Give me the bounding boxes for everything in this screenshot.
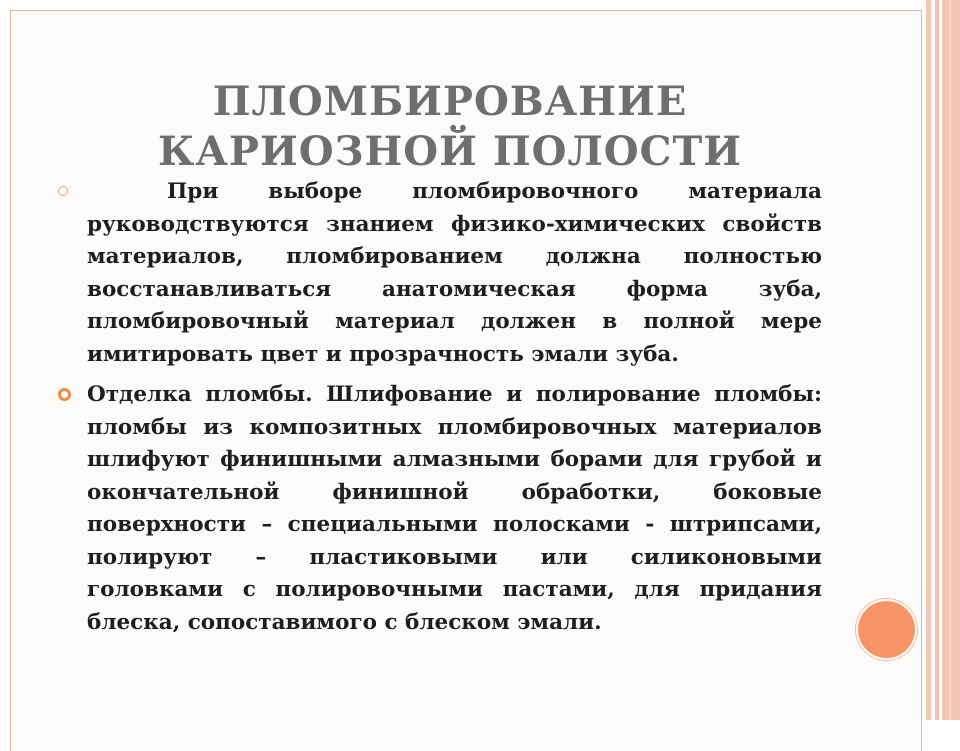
slide-title [60,77,840,177]
bullet-text: Отделка пломбы. Шлифование и полирование пломбы: пломбы из композитных пломбировочных материалов шлифуют финишными алмазными борами для грубой и окончательной финишной обработки, боковые поверхности – специальными полосками - штрипсами, полируют – пластиковыми или силиконовыми головками с полировочными пастами, для придания блеска, сопоставимого с блеском эмали. [87,382,822,635]
bullet-text: При выборе пломбировочного материала руководствуются знанием физико-химических свойств материалов, пломбированием должна полностью восстанавливаться анатомическая форма зуба, пломбировочный материал должен в полной мере имитировать цвет и прозрачность эмали зуба. [87,179,822,367]
bullet-circle-icon [58,186,68,196]
stripe [935,0,939,720]
bullet-item [58,176,828,371]
slide-body [58,176,828,647]
stripe [926,0,931,720]
stripe [942,0,960,720]
bullet-circle-icon [58,388,71,401]
title-line-1: ПЛОМБИРОВАНИЕ [212,77,688,125]
bullet-item [58,379,828,639]
title-line-2: КАРИОЗНОЙ ПОЛОСТИ [157,127,743,175]
stripe [949,0,951,720]
decorative-orange-circle [856,599,917,660]
decorative-stripes [926,0,960,720]
